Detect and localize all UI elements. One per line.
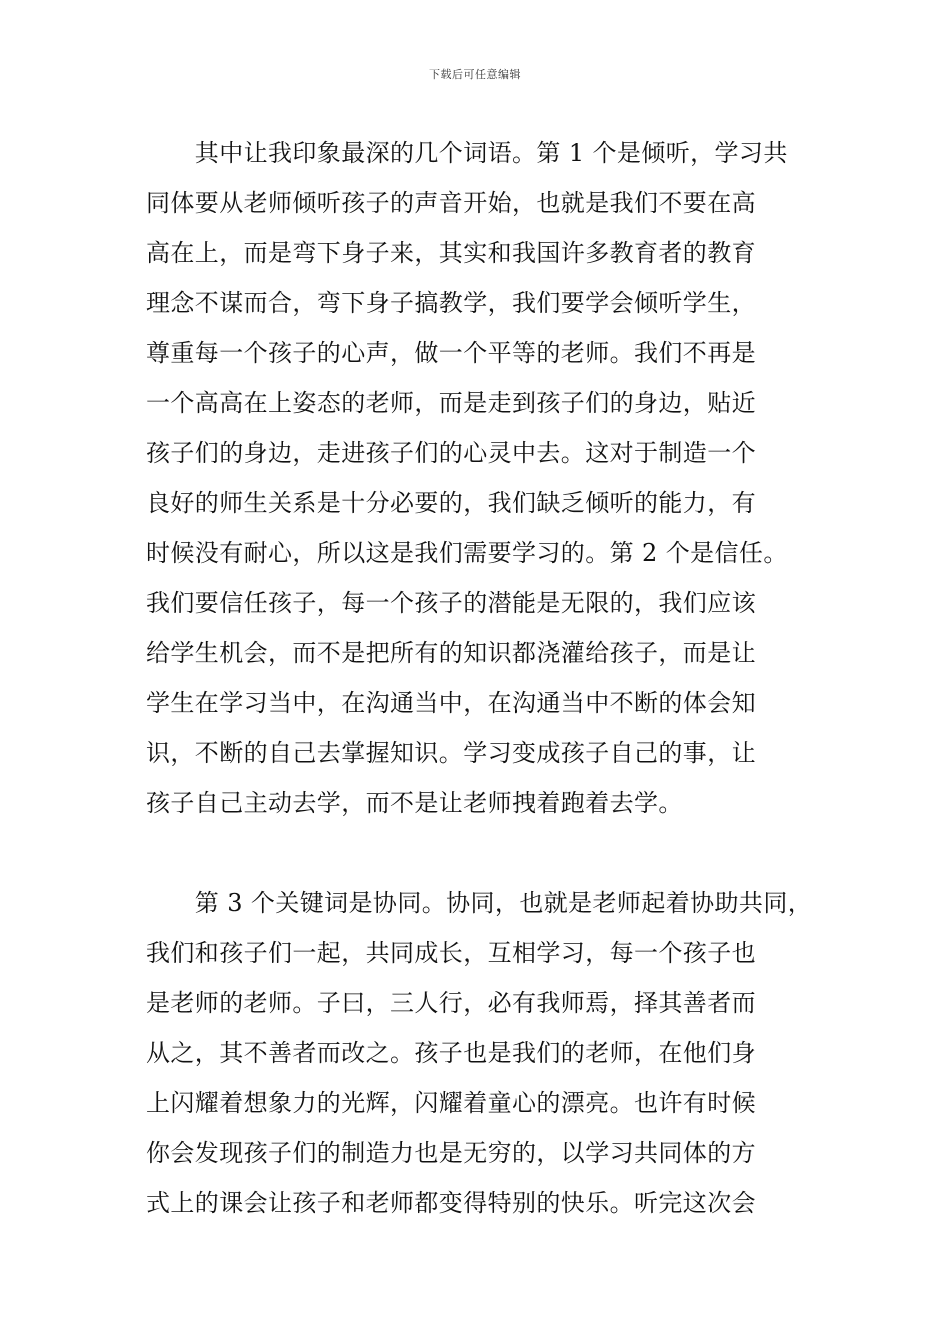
text-line: 时候没有耐心，所以这是我们需要学习的。第 2 个是信任。 <box>146 539 788 567</box>
text-line: 理念不谋而合，弯下身子搞教学，我们要学会倾听学生， <box>146 289 756 317</box>
text-line: 孩子自己主动去学，而不是让老师拽着跑着去学。 <box>146 789 683 817</box>
paragraph-1 <box>146 128 808 828</box>
text-line: 上闪耀着想象力的光辉，闪耀着童心的漂亮。也许有时候 <box>146 1089 756 1117</box>
text-line: 你会发现孩子们的制造力也是无穷的，以学习共同体的方 <box>146 1139 756 1167</box>
text-line: 其中让我印象最深的几个词语。第 1 个是倾听，学习共 <box>146 139 788 167</box>
text-line: 一个高高在上姿态的老师，而是走到孩子们的身边，贴近 <box>146 389 756 417</box>
text-line: 识，不断的自己去掌握知识。学习变成孩子自己的事，让 <box>146 739 756 767</box>
text-line: 第 3 个关键词是协同。协同，也就是老师起着协助共同， <box>146 889 813 917</box>
text-line: 高在上，而是弯下身子来，其实和我国许多教育者的教育 <box>146 239 756 267</box>
text-line: 给学生机会，而不是把所有的知识都浇灌给孩子，而是让 <box>146 639 756 667</box>
text-line: 式上的课会让孩子和老师都变得特别的快乐。听完这次会 <box>146 1189 756 1217</box>
text-line: 我们要信任孩子，每一个孩子的潜能是无限的，我们应该 <box>146 589 756 617</box>
paragraph-spacer <box>146 828 808 878</box>
text-line: 良好的师生关系是十分必要的，我们缺乏倾听的能力，有 <box>146 489 756 517</box>
text-line: 我们和孩子们一起，共同成长，互相学习，每一个孩子也 <box>146 939 756 967</box>
text-line: 同体要从老师倾听孩子的声音开始，也就是我们不要在高 <box>146 189 756 217</box>
text-line: 尊重每一个孩子的心声，做一个平等的老师。我们不再是 <box>146 339 756 367</box>
text-line: 是老师的老师。子曰，三人行，必有我师焉，择其善者而 <box>146 989 756 1017</box>
paragraph-2 <box>146 878 813 1228</box>
document-body <box>146 128 813 1228</box>
page-header-note: 下载后可任意编辑 <box>429 68 521 81</box>
text-line: 从之，其不善者而改之。孩子也是我们的老师，在他们身 <box>146 1039 756 1067</box>
text-line: 孩子们的身边，走进孩子们的心灵中去。这对于制造一个 <box>146 439 756 467</box>
text-line: 学生在学习当中，在沟通当中，在沟通当中不断的体会知 <box>146 689 756 717</box>
